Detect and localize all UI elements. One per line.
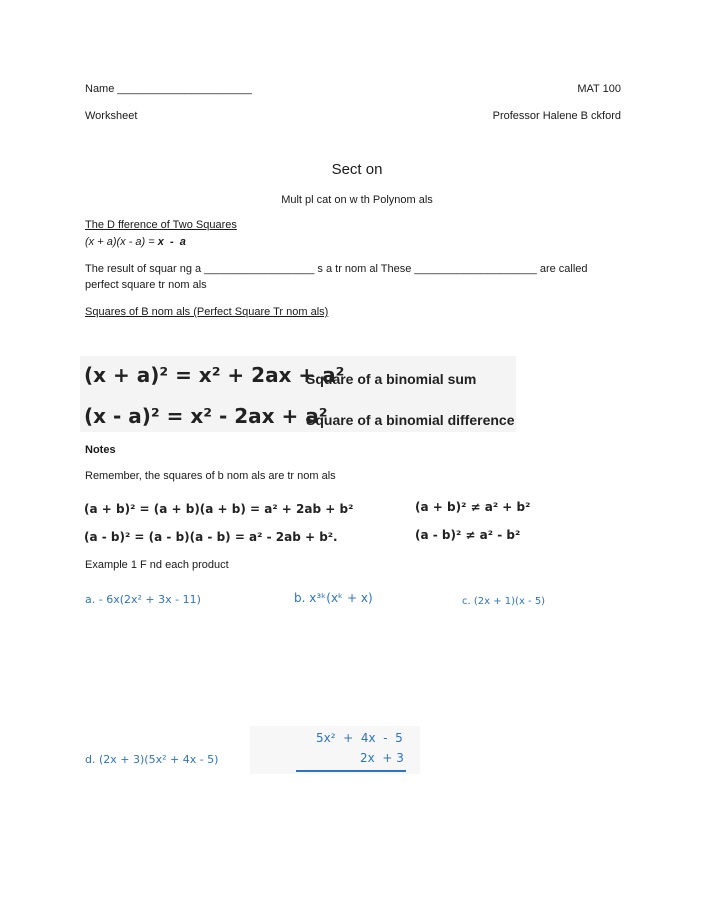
example-heading: Example 1 F nd each product xyxy=(85,559,229,571)
diff-squares-formula-left: (x + a)(x - a) = xyxy=(85,236,155,248)
problem-a: a. - 6x(2x² + 3x - 11) xyxy=(85,593,201,606)
section-title: Sect on xyxy=(331,161,383,178)
diff-squares-formula xyxy=(85,236,186,248)
vertical-mult-rule xyxy=(296,770,406,772)
course-code: MAT 100 xyxy=(577,83,621,95)
vertical-mult-bottom: 2x + 3 xyxy=(360,751,404,765)
problem-b: b. x³ᵏ(xᵏ + x) xyxy=(294,591,373,605)
notes-inequality-sum: (a + b)² ≠ a² + b² xyxy=(415,500,531,514)
notes-formula-diff: (a - b)² = (a - b)(a - b) = a² - 2ab + b². xyxy=(84,530,338,544)
remember-text: Remember, the squares of b nom als are tr nom als xyxy=(85,470,336,482)
worksheet-label: Worksheet xyxy=(85,110,138,122)
notes-formula-sum: (a + b)² = (a + b)(a + b) = a² + 2ab + b² xyxy=(84,502,354,516)
squares-binomials-heading: Squares of B nom als (Perfect Square Tr nom als) xyxy=(85,306,329,318)
section-subtitle: Mult pl cat on w th Polynom als xyxy=(281,194,433,206)
diff-squares-formula-right: x - a xyxy=(157,236,186,248)
binomial-sum-caption: Square of a binomial sum xyxy=(306,371,477,387)
notes-inequality-diff: (a - b)² ≠ a² - b² xyxy=(415,528,521,542)
binomial-diff-caption: Square of a binomial difference xyxy=(306,412,515,428)
professor-name: Professor Halene B ckford xyxy=(492,110,621,122)
name-field-label: Name ______________________ xyxy=(85,83,252,95)
diff-squares-heading: The D fference of Two Squares xyxy=(85,219,237,231)
binomial-diff-formula: (x - a)² = x² - 2ax + a² xyxy=(84,404,328,428)
problem-d: d. (2x + 3)(5x² + 4x - 5) xyxy=(85,753,219,766)
notes-heading: Notes xyxy=(85,444,116,456)
result-text-line1: The result of squar ng a __________________ s a tr nom al These ____________________ are called xyxy=(85,263,588,275)
vertical-mult-top: 5x² + 4x - 5 xyxy=(316,731,403,745)
result-text-line2: perfect square tr nom als xyxy=(85,279,207,291)
problem-c: c. (2x + 1)(x - 5) xyxy=(462,596,546,607)
binomial-sum-formula: (x + a)² = x² + 2ax + a² xyxy=(84,363,345,387)
